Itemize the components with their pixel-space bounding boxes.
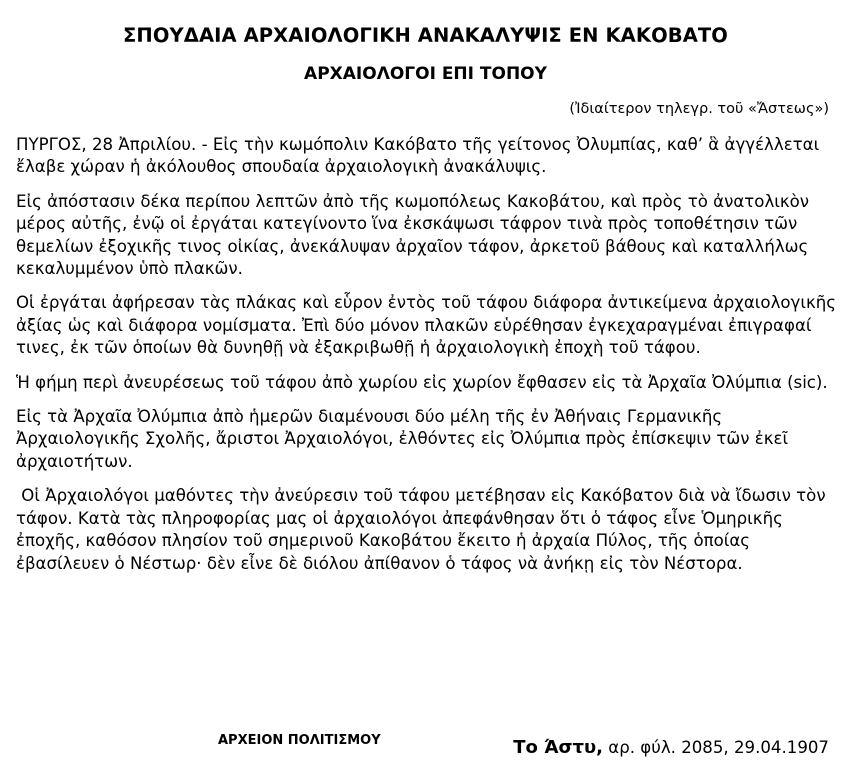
- paragraph-2: Εἰς ἀπόστασιν δέκα περίπου λεπτῶν ἀπὸ τῆς κωμοπόλεως Κακοβάτου, καὶ πρὸς τὸ ἀνατολικὸν μέρος αὐτῆς, ἐνῷ οἱ ἐργάται κατεγίνοντο ἵνα ἐκσκάψωσι τάφρον τινὰ πρὸς τοποθέτησιν τῶν θεμελίων ἐξοχικῆς τινος οἰκίας, ἀνεκάλυψαν ἀρχαῖον τάφον, ἀρκετοῦ βάθους καὶ καταλλήλως κεκαλυμμένον ὑπὸ πλακῶν.: [16, 191, 810, 279]
- paragraph-3: Οἱ ἐργάται ἀφήρεσαν τὰς πλάκας καὶ εὗρον ἐντὸς τοῦ τάφου διάφορα ἀντικείμενα ἀρχαιολογικῆς ἀξίας ὡς καὶ διάφορα νομίσματα. Ἐπὶ δύο μόνον πλακῶν εὑρέθησαν ἐγκεχαραγμέναι ἐπιγραφαί τινες, ἐκ τῶν ὁποίων θὰ δυνηθῇ νὰ ἐξακριβωθῇ ἡ ἀρχαιολογικὴ ἐποχὴ τοῦ τάφου.: [16, 293, 837, 358]
- telegram-source-note: (Ἰδιαίτερον τηλεγρ. τοῦ «Ἄστεως»): [569, 101, 829, 117]
- article-title: ΣΠΟΥΔΑΙΑ ΑΡΧΑΙΟΛΟΓΙΚΗ ΑΝΑΚΑΛΥΨΙΣ ΕΝ ΚΑΚΟΒΑΤΟ: [123, 24, 728, 47]
- article-body: [16, 134, 842, 587]
- archive-label: ΑΡΧΕΙΟΝ ΠΟΛΙΤΙΣΜΟΥ: [218, 733, 381, 748]
- newspaper-name: Το Άστυ,: [513, 737, 603, 758]
- newspaper-citation: [513, 737, 829, 758]
- issue-info: αρ. φύλ. 2085, 29.04.1907: [602, 738, 829, 757]
- paragraph-1: ΠΥΡΓΟΣ, 28 Ἀπριλίου. - Εἰς τὴν κωμόπολιν Κακόβατο τῆς γείτονος Ὀλυμπίας, καθ’ ἃ ἀγγέλλεται ἔλαβε χώραν ἡ ἀκόλουθος σπουδαία ἀρχαιολογικὴ ἀνακάλυψις.: [16, 135, 820, 177]
- article-subtitle: ΑΡΧΑΙΟΛΟΓΟΙ ΕΠΙ ΤΟΠΟΥ: [304, 64, 547, 84]
- paragraph-5: Εἰς τὰ Ἀρχαῖα Ὀλύμπια ἀπὸ ἡμερῶν διαμένουσι δύο μέλη τῆς ἐν Ἀθήναις Γερμανικῆς Ἀρχαιολογικῆς Σχολῆς, ἄριστοι Ἀρχαιολόγοι, ἐλθόντες εἰς Ὀλύμπια πρὸς ἐπίσκεψιν τῶν ἐκεῖ ἀρχαιοτήτων.: [16, 407, 789, 471]
- paragraph-4: Ἡ φήμη περὶ ἀνευρέσεως τοῦ τάφου ἀπὸ χωρίου εἰς χωρίον ἔφθασεν εἰς τὰ Ἀρχαῖα Ὀλύμπια (sic).: [16, 372, 828, 392]
- paragraph-6: Οἱ Ἀρχαιολόγοι μαθόντες τὴν ἀνεύρεσιν τοῦ τάφου μετέβησαν εἰς Κακόβατον διὰ νὰ ἴδωσιν τὸν τάφον. Κατὰ τὰς πληροφορίας μας οἱ ἀρχαιολόγοι ἀπεφάνθησαν ὅτι ὁ τάφος εἶνε Ὁμηρικῆς ἐποχῆς, καθόσον πλησίον τοῦ σημερινοῦ Κακοβάτου ἔκειτο ἡ ἀρχαία Πύλος, τῆς ὁποίας ἐβασίλευεν ὁ Νέστωρ· δὲν εἶνε δὲ διόλου ἀπίθανον ὁ τάφος νὰ ἀνήκῃ εἰς τὸν Νέστορα.: [16, 486, 831, 573]
